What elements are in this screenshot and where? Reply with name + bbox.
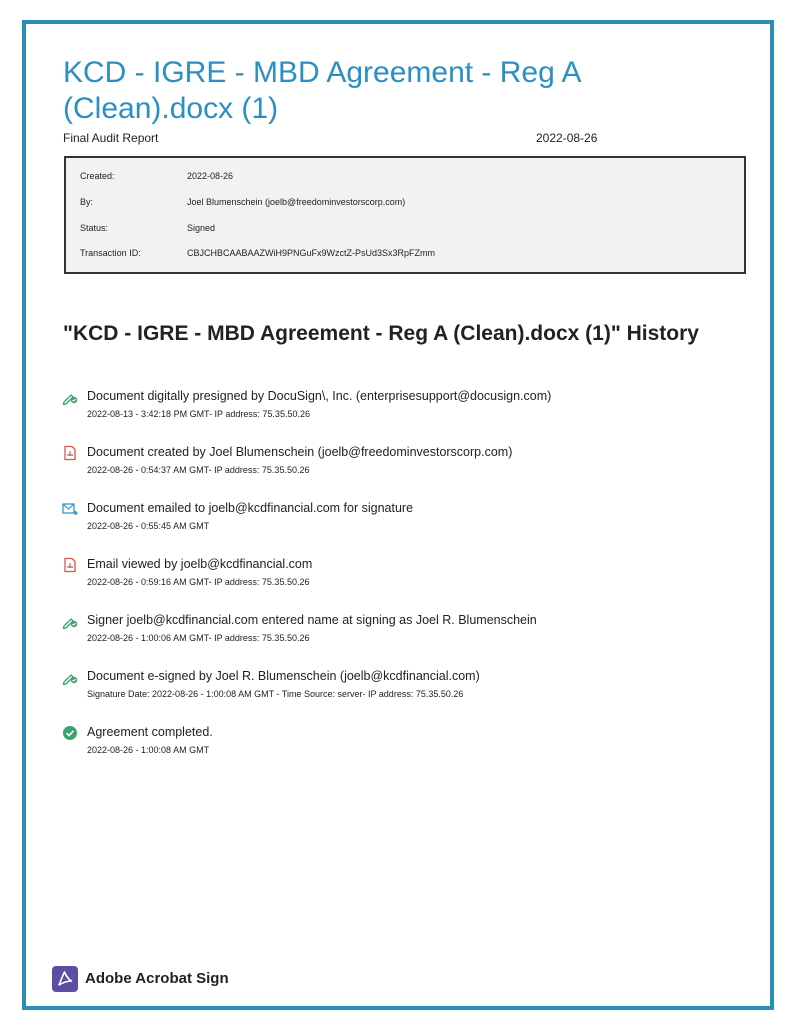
history-title: "KCD - IGRE - MBD Agreement - Reg A (Clean).docx (1)" History xyxy=(63,322,699,345)
summary-box xyxy=(64,156,746,274)
document-icon xyxy=(62,557,78,573)
pen-check-icon xyxy=(62,389,78,405)
event-text: Signer joelb@kcdfinancial.com entered name at signing as Joel R. Blumenschein xyxy=(87,613,537,627)
event-detail: Signature Date: 2022-08-26 - 1:00:08 AM GMT - Time Source: server- IP address: 75.35.50.26 xyxy=(87,689,464,699)
event-detail: 2022-08-26 - 0:59:16 AM GMT- IP address: 75.35.50.26 xyxy=(87,577,310,587)
summary-label: Created: xyxy=(80,171,115,181)
document-icon xyxy=(62,445,78,461)
summary-label: By: xyxy=(80,197,94,207)
event-detail: 2022-08-26 - 0:55:45 AM GMT xyxy=(87,521,210,531)
acrobat-logo-icon xyxy=(52,966,78,992)
check-circle-icon xyxy=(62,725,78,741)
brand-name: Adobe Acrobat Sign xyxy=(85,970,229,987)
summary-label: Transaction ID: xyxy=(80,248,141,258)
event-text: Document e-signed by Joel R. Blumenschein (joelb@kcdfinancial.com) xyxy=(87,669,480,683)
event-text: Document emailed to joelb@kcdfinancial.com for signature xyxy=(87,501,414,515)
email-send-icon xyxy=(62,501,78,517)
event-detail: 2022-08-26 - 1:00:06 AM GMT- IP address: 75.35.50.26 xyxy=(87,633,310,643)
document-title: KCD - IGRE - MBD Agreement - Reg A (Clean).docx (1) xyxy=(63,56,580,125)
report-date: 2022-08-26 xyxy=(536,131,598,145)
event-text: Agreement completed. xyxy=(87,725,213,739)
pen-check-icon xyxy=(62,613,78,629)
pen-check-icon xyxy=(62,669,78,685)
summary-value: CBJCHBCAABAAZWiH9PNGuFx9WzctZ-PsUd3Sx3RpFZmm xyxy=(187,248,436,258)
event-text: Email viewed by joelb@kcdfinancial.com xyxy=(87,557,313,571)
summary-label: Status: xyxy=(80,223,109,233)
event-detail: 2022-08-26 - 1:00:08 AM GMT xyxy=(87,745,210,755)
summary-value: 2022-08-26 xyxy=(187,171,234,181)
summary-value: Joel Blumenschein (joelb@freedominvestorscorp.com) xyxy=(187,197,406,207)
report-label: Final Audit Report xyxy=(63,131,159,145)
event-detail: 2022-08-26 - 0:54:37 AM GMT- IP address: 75.35.50.26 xyxy=(87,465,310,475)
event-text: Document created by Joel Blumenschein (joelb@freedominvestorscorp.com) xyxy=(87,445,513,459)
event-detail: 2022-08-13 - 3:42:18 PM GMT- IP address: 75.35.50.26 xyxy=(87,409,310,419)
event-text: Document digitally presigned by DocuSign\, Inc. (enterprisesupport@docusign.com) xyxy=(87,389,552,403)
summary-value: Signed xyxy=(187,223,216,233)
